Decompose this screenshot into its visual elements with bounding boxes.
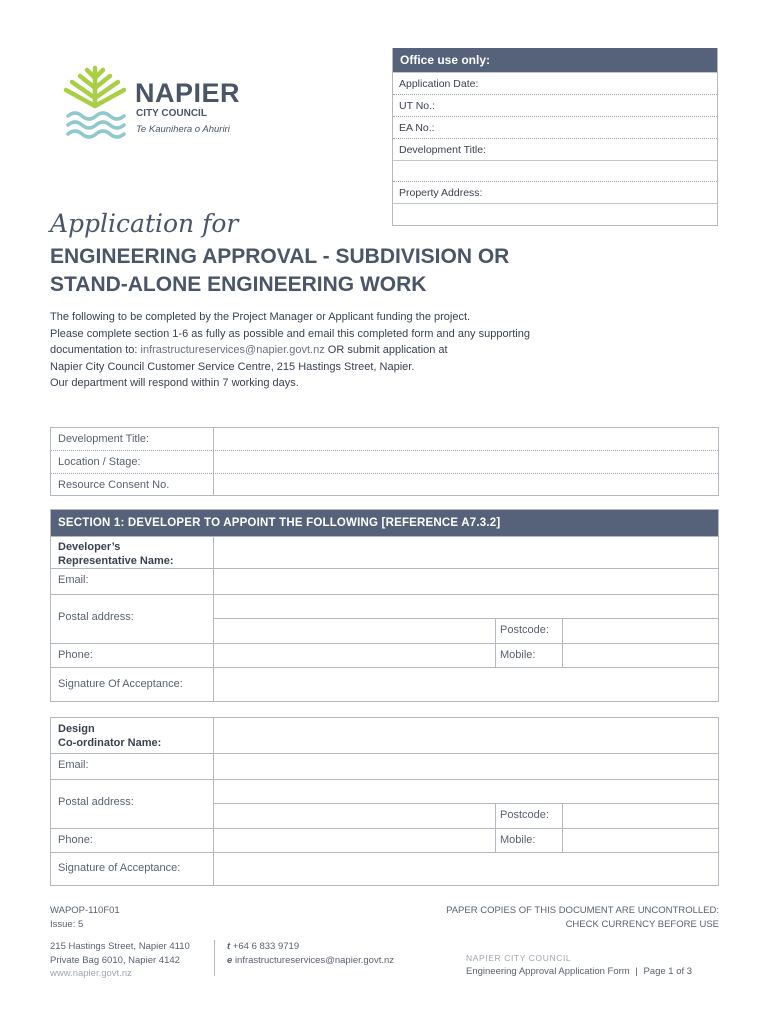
office-ut-no-field[interactable]: UT No.:: [393, 94, 717, 116]
location-stage-input[interactable]: [214, 451, 718, 473]
intro-line-2: Please complete section 1-6 as fully as possible and email this completed form and any supporting: [50, 327, 530, 340]
designer-email-input[interactable]: [214, 754, 718, 779]
intro-line-4: Napier City Council Customer Service Centre, 215 Hastings Street, Napier.: [50, 360, 415, 373]
footer-phone: +64 6 833 9719: [232, 941, 300, 952]
designer-name-label-line-1: Design: [58, 723, 95, 735]
office-property-address-field[interactable]: [393, 203, 717, 225]
office-ea-no-field[interactable]: EA No.:: [393, 116, 717, 138]
developer-postal-label: Postal address:: [51, 595, 214, 643]
general-info-table: [50, 427, 719, 496]
footer-email-link[interactable]: infrastructureservices@napier.govt.nz: [234, 954, 395, 966]
intro-line-3-start: documentation to:: [50, 344, 141, 356]
form-title-prefix: Application for: [50, 209, 239, 238]
form-title-line-1: ENGINEERING APPROVAL - SUBDIVISION OR: [50, 245, 510, 268]
designer-postal-input-2[interactable]: [214, 804, 496, 828]
footer-notice-line-1: PAPER COPIES OF THIS DOCUMENT ARE UNCONTROLLED:: [446, 905, 719, 916]
developer-name-row: [51, 536, 718, 568]
section1-designer-table: [50, 717, 719, 886]
developer-phone-row: [51, 643, 718, 667]
form-title: [50, 243, 730, 299]
developer-postal-input[interactable]: [214, 595, 718, 619]
designer-postal-input[interactable]: [214, 780, 718, 804]
resource-consent-label: Resource Consent No.: [51, 474, 214, 495]
designer-postcode-input[interactable]: [563, 804, 718, 828]
developer-name-input[interactable]: [214, 537, 718, 568]
designer-mobile-label: Mobile:: [496, 829, 563, 852]
designer-phone-row: [51, 828, 718, 852]
office-development-title-label: Development Title:: [393, 138, 717, 160]
footer-notice: [446, 904, 719, 931]
designer-mobile-input[interactable]: [563, 829, 718, 852]
developer-signature-input[interactable]: [214, 668, 718, 701]
form-title-line-2: STAND-ALONE ENGINEERING WORK: [50, 273, 427, 296]
office-property-address-label: Property Address:: [393, 181, 717, 203]
developer-phone-input[interactable]: [214, 644, 496, 667]
designer-email-row: [51, 753, 718, 779]
development-title-input[interactable]: [214, 428, 718, 450]
resource-consent-row: [51, 473, 718, 495]
intro-text: [50, 309, 730, 392]
footer-notice-line-2: CHECK CURRENCY BEFORE USE: [565, 918, 719, 930]
developer-signature-row: [51, 667, 718, 701]
designer-postcode-label: Postcode:: [496, 804, 563, 828]
designer-name-label-line-2: Co-ordinator Name:: [58, 737, 162, 749]
designer-email-label: Email:: [51, 754, 214, 779]
intro-line-5: Our department will respond within 7 working days.: [50, 377, 299, 389]
fern-logo-icon: [60, 64, 130, 144]
footer-doc-code: WAPOP-110F01: [50, 905, 120, 916]
logo-wordmark: NAPIER: [135, 78, 241, 108]
developer-email-label: Email:: [51, 569, 214, 594]
footer-separator: |: [635, 966, 638, 977]
designer-phone-label: Phone:: [51, 829, 214, 852]
footer-website-link[interactable]: www.napier.govt.nz: [50, 968, 132, 979]
intro-line-3-end: OR submit application at: [324, 344, 448, 356]
designer-signature-input[interactable]: [214, 853, 718, 885]
intro-line-1: The following to be completed by the Project Manager or Applicant funding the project.: [50, 311, 471, 323]
footer-form-page: [466, 965, 692, 979]
office-use-header: Office use only:: [393, 48, 717, 72]
designer-phone-input[interactable]: [214, 829, 496, 852]
footer-contact: [227, 940, 394, 967]
footer-address-line-1: 215 Hastings Street, Napier 4110: [50, 941, 190, 952]
footer-doc-info: [50, 904, 120, 931]
developer-mobile-input[interactable]: [563, 644, 718, 667]
designer-signature-row: [51, 852, 718, 885]
designer-postal-label: Postal address:: [51, 780, 214, 828]
footer-address-line-2: Private Bag 6010, Napier 4142: [50, 954, 180, 966]
infrastructure-email-link[interactable]: infrastructureservices@napier.govt.nz: [140, 344, 325, 356]
development-title-label: Development Title:: [51, 428, 214, 450]
footer-address: [50, 940, 190, 981]
designer-name-label: [51, 718, 214, 753]
location-stage-row: [51, 450, 718, 473]
developer-mobile-label: Mobile:: [496, 644, 563, 667]
section1-header: SECTION 1: DEVELOPER TO APPOINT THE FOLLOWING [REFERENCE A7.3.2]: [51, 510, 718, 536]
footer-email-prefix: e: [227, 954, 233, 966]
footer-brand: NAPIER CITY COUNCIL: [466, 953, 572, 963]
office-use-box: [392, 48, 718, 226]
developer-postal-row: [51, 594, 718, 643]
location-stage-label: Location / Stage:: [51, 451, 214, 473]
designer-name-input[interactable]: [214, 718, 718, 753]
developer-postcode-input[interactable]: [563, 619, 718, 643]
resource-consent-input[interactable]: [214, 474, 718, 495]
office-application-date-field[interactable]: Application Date:: [393, 72, 717, 94]
developer-phone-label: Phone:: [51, 644, 214, 667]
developer-email-input[interactable]: [214, 569, 718, 594]
developer-name-label: [51, 537, 214, 568]
footer-issue: Issue: 5: [50, 918, 84, 930]
designer-postal-row: [51, 779, 718, 828]
designer-name-row: [51, 718, 718, 753]
footer-divider: [214, 940, 215, 976]
developer-postcode-label: Postcode:: [496, 619, 563, 643]
developer-name-label-line-1: Developer’s: [58, 541, 121, 553]
intro-line-3: [50, 342, 730, 359]
logo-maori-tagline: Te Kaunihera o Ahuriri: [136, 124, 230, 135]
logo-subtitle: CITY COUNCIL: [136, 108, 207, 119]
footer-form-name: Engineering Approval Application Form: [466, 966, 630, 977]
development-title-row: [51, 428, 718, 450]
section1-developer-table: [50, 509, 719, 702]
developer-email-row: [51, 568, 718, 594]
developer-name-label-line-2: Representative Name:: [58, 555, 174, 567]
footer-phone-prefix: t: [227, 941, 231, 952]
napier-logo: [60, 64, 260, 144]
office-development-title-field[interactable]: [393, 160, 717, 181]
developer-signature-label: Signature Of Acceptance:: [51, 668, 214, 701]
designer-signature-label: Signature of Acceptance:: [51, 853, 214, 885]
footer-page-number: Page 1 of 3: [643, 966, 693, 977]
developer-postal-input-2[interactable]: [214, 619, 496, 643]
